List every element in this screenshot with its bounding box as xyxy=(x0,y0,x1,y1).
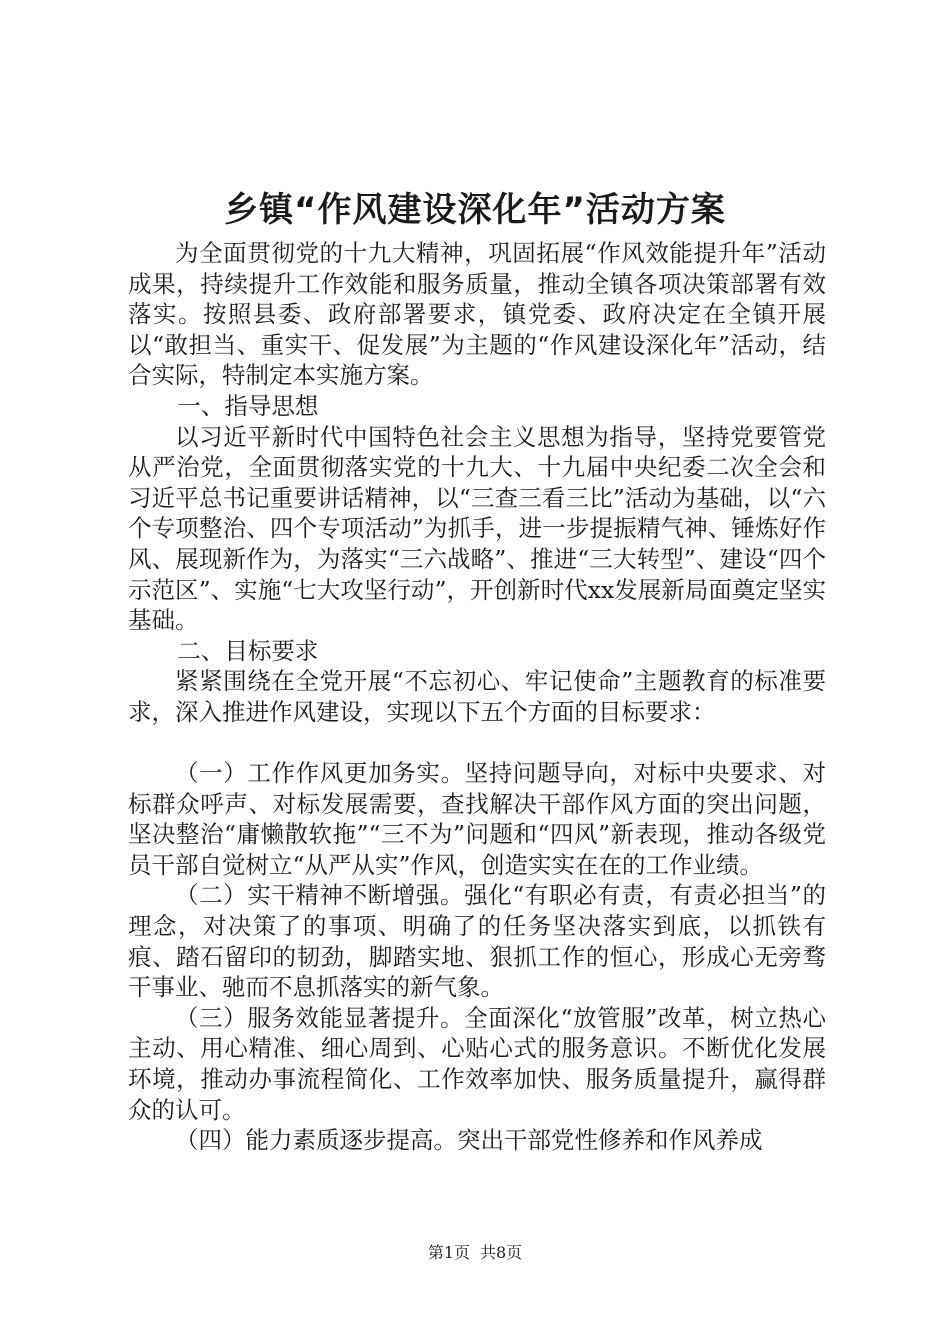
intro-paragraph: 为全面贯彻党的十九大精神，巩固拓展“作风效能提升年”活动成果，持续提升工作效能和服务质量，推动全镇各项决策部署有效落实。按照县委、政府部署要求，镇党委、政府决定在全镇开展以“敢担当、重实干、促发展”为主题的“作风建设深化年”活动，结合实际，特制定本实施方案。 xyxy=(128,239,826,390)
goal-item-3-paragraph: （三）服务效能显著提升。全面深化“放管服”改革，树立热心主动、用心精准、细心周到、心贴心式的服务意识。不断优化发展环境，推动办事流程简化、工作效率加快、服务质量提升，赢得群众的认可。 xyxy=(128,1003,826,1124)
page-number-label: 第1页 xyxy=(427,1243,470,1262)
section-heading-goals: 二、目标要求 xyxy=(177,636,319,665)
guiding-thought-paragraph: 以习近平新时代中国特色社会主义思想为指导，坚持党要管党从严治党，全面贯彻落实党的十九大、十九届中央纪委二次全会和习近平总书记重要讲话精神，以“三查三看三比”活动为基础，以“六个专项整治、四个专项活动”为抓手，进一步提振精气神、锤炼好作风、展现新作为，为落实“三六战略”、推进“三大转型”、建设“四个示范区”、实施“七大攻坚行动”，开创新时代xx发展新局面奠定坚实基础。 xyxy=(128,422,826,635)
section-heading-guiding-thought: 一、指导思想 xyxy=(177,391,319,420)
goals-intro-paragraph: 紧紧围绕在全党开展“不忘初心、牢记使命”主题教育的标准要求，深入推进作风建设，实现以下五个方面的目标要求： xyxy=(128,667,826,726)
document-body xyxy=(128,238,826,1156)
goal-item-4-paragraph: （四）能力素质逐步提高。突出干部党性修养和作风养成 xyxy=(175,1126,763,1155)
goal-item-1-paragraph: （一）工作作风更加务实。坚持问题导向，对标中央要求、对标群众呼声、对标发展需要，查找解决干部作风方面的突出问题，坚决整治“庸懒散软拖”“三不为”问题和“四风”新表现，推动各级党员干部自觉树立“从严从实”作风，创造实实在在的工作业绩。 xyxy=(128,759,826,879)
document-title: 乡镇“作风建设深化年”活动方案 xyxy=(224,190,726,230)
page-total-label: 共8页 xyxy=(480,1243,523,1262)
goal-item-2-paragraph: （二）实干精神不断增强。强化“有职必有责，有责必担当”的理念，对决策了的事项、明确了的任务坚决落实到底，以抓铁有痕、踏石留印的韧劲，脚踏实地、狠抓工作的恒心，形成心无旁骛干事业、驰而不息抓落实的新气象。 xyxy=(128,881,826,1002)
page-footer xyxy=(0,1242,950,1264)
